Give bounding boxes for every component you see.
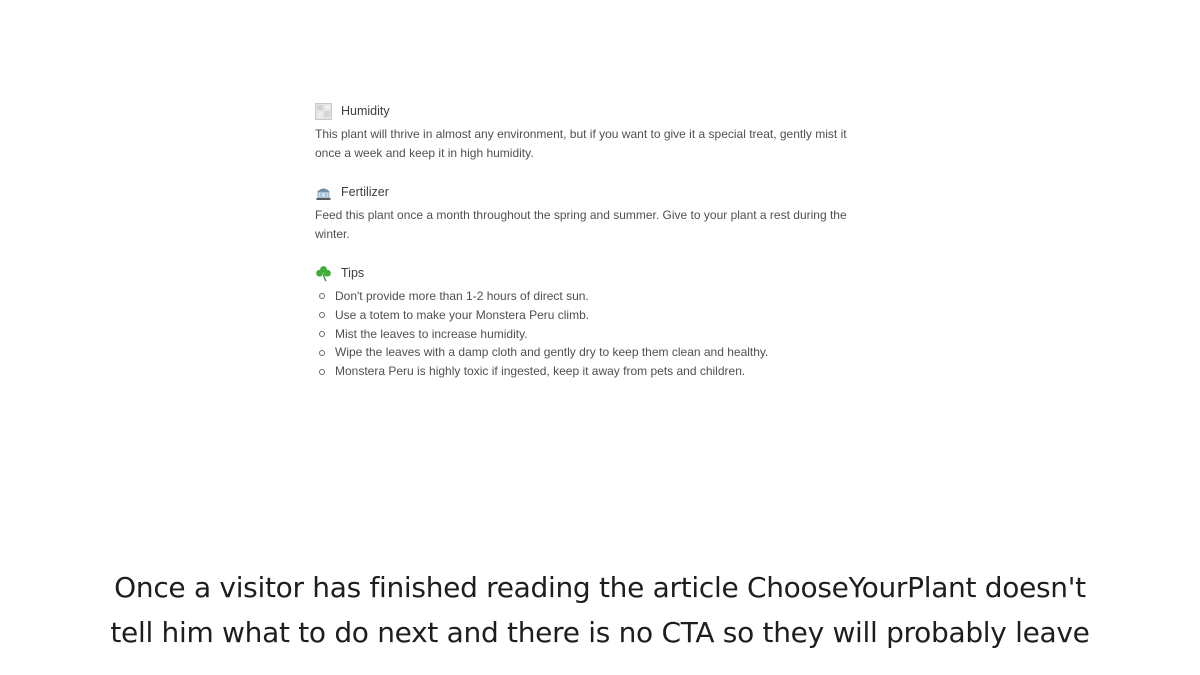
list-item <box>315 306 875 325</box>
section-heading-label: Fertilizer <box>341 185 389 199</box>
list-item <box>315 362 875 381</box>
fertilizer-section <box>315 182 875 244</box>
tip-text: Use a totem to make your Monstera Peru climb. <box>335 307 590 322</box>
tip-text: Mist the leaves to increase humidity. <box>335 326 528 341</box>
humidity-section <box>315 101 875 163</box>
section-heading-fertilizer <box>315 182 875 202</box>
caption-line-2: tell him what to do next and there is no CTA so they will probably leave <box>110 616 1090 649</box>
caption-line-1: Once a visitor has finished reading the article ChooseYourPlant doesn't <box>114 571 1086 604</box>
tips-list <box>315 287 875 381</box>
tip-text: Monstera Peru is highly toxic if ingested, keep it away from pets and children. <box>335 364 746 379</box>
section-body-fertilizer: Feed this plant once a month throughout the spring and summer. Give to your plant a rest during the winter. <box>315 208 847 241</box>
section-body-humidity: This plant will thrive in almost any environment, but if you want to give it a special treat, gently mist it once a week and keep it in high humidity. <box>315 127 847 160</box>
humidity-icon <box>315 103 332 120</box>
list-item <box>315 287 875 306</box>
section-heading-label: Humidity <box>341 104 390 118</box>
caption <box>0 565 1200 655</box>
bullet-icon <box>319 293 325 299</box>
bullet-icon <box>319 369 325 375</box>
article-content <box>315 101 875 400</box>
section-heading-tips <box>315 263 875 283</box>
list-item <box>315 343 875 362</box>
tip-text: Don't provide more than 1-2 hours of direct sun. <box>335 289 589 303</box>
section-heading-label: Tips <box>341 266 365 280</box>
bullet-icon <box>319 312 325 318</box>
bullet-icon <box>319 350 325 356</box>
section-heading-humidity <box>315 101 875 121</box>
bullet-icon <box>319 331 325 337</box>
fertilizer-icon <box>315 184 332 201</box>
tip-text: Wipe the leaves with a damp cloth and gently dry to keep them clean and healthy. <box>335 345 769 360</box>
list-item <box>315 325 875 344</box>
shamrock-icon <box>315 265 332 282</box>
tips-section <box>315 263 875 381</box>
